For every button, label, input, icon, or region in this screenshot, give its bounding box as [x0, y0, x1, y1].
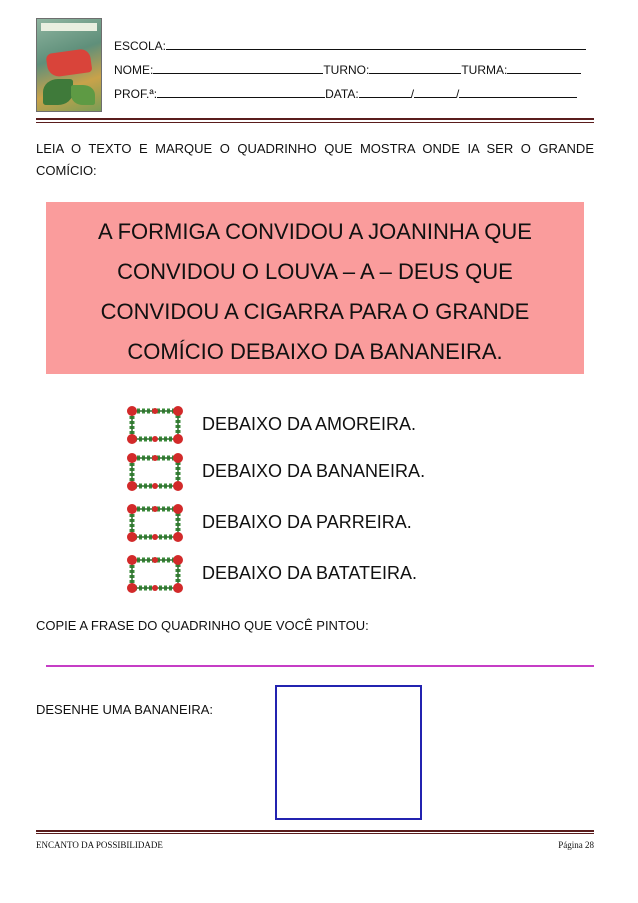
option-label: DEBAIXO DA BATATEIRA.	[202, 563, 418, 583]
instruction-text: LEIA O TEXTO E MARQUE O QUADRINHO QUE MOSTRA ONDE IA SER O GRANDE COMÍCIO:	[36, 141, 594, 178]
option-batateira[interactable]	[124, 553, 544, 597]
story-line: CONVIDOU A CIGARRA PARA O GRANDE	[100, 299, 530, 324]
option-bananeira[interactable]	[124, 451, 544, 495]
option-label: DEBAIXO DA BANANEIRA.	[202, 461, 426, 481]
option-parreira[interactable]	[124, 502, 544, 546]
date-separator: /	[410, 87, 415, 101]
header-divider	[36, 118, 594, 123]
story-line: A FORMIGA CONVIDOU A JOANINHA QUE	[98, 219, 532, 244]
turma-field[interactable]	[507, 62, 581, 74]
option-label: DEBAIXO DA AMOREIRA.	[202, 414, 417, 434]
drawing-area[interactable]	[275, 685, 422, 820]
data-month-field[interactable]	[414, 86, 456, 98]
option-amoreira[interactable]	[124, 404, 544, 448]
data-day-field[interactable]	[359, 86, 411, 98]
turno-field[interactable]	[369, 62, 461, 74]
prof-label: PROF.ª:	[114, 87, 158, 101]
escola-line	[114, 38, 586, 53]
footer-left-text: ENCANTO DA POSSIBILIDADE	[36, 840, 163, 850]
book-cover-image	[36, 18, 102, 112]
nome-line	[114, 62, 581, 77]
answer-line[interactable]	[46, 665, 594, 667]
draw-instruction: DESENHE UMA BANANEIRA:	[36, 702, 213, 717]
flower-frame-checkbox-icon[interactable]	[124, 502, 186, 544]
copy-instruction: COPIE A FRASE DO QUADRINHO QUE VOCÊ PINTOU:	[36, 618, 369, 633]
date-separator: /	[456, 87, 460, 101]
flower-frame-checkbox-icon[interactable]	[124, 404, 186, 446]
data-year-field[interactable]	[459, 86, 577, 98]
escola-field[interactable]	[166, 38, 586, 50]
flower-frame-checkbox-icon[interactable]	[124, 451, 186, 493]
escola-label: ESCOLA:	[114, 39, 167, 53]
flower-frame-checkbox-icon[interactable]	[124, 553, 186, 595]
footer-divider	[36, 830, 594, 834]
story-box	[46, 202, 584, 374]
story-line: COMÍCIO DEBAIXO DA BANANEIRA.	[127, 339, 503, 364]
turno-label: TURNO:	[323, 63, 370, 77]
story-line: CONVIDOU O LOUVA – A – DEUS QUE	[117, 259, 513, 284]
prof-field[interactable]	[157, 86, 325, 98]
nome-field[interactable]	[153, 62, 323, 74]
option-label: DEBAIXO DA PARREIRA.	[202, 512, 412, 532]
nome-label: NOME:	[114, 63, 154, 77]
prof-line	[114, 86, 577, 101]
turma-label: TURMA:	[461, 63, 508, 77]
page-number: Página 28	[558, 840, 594, 850]
data-label: DATA:	[325, 87, 359, 101]
